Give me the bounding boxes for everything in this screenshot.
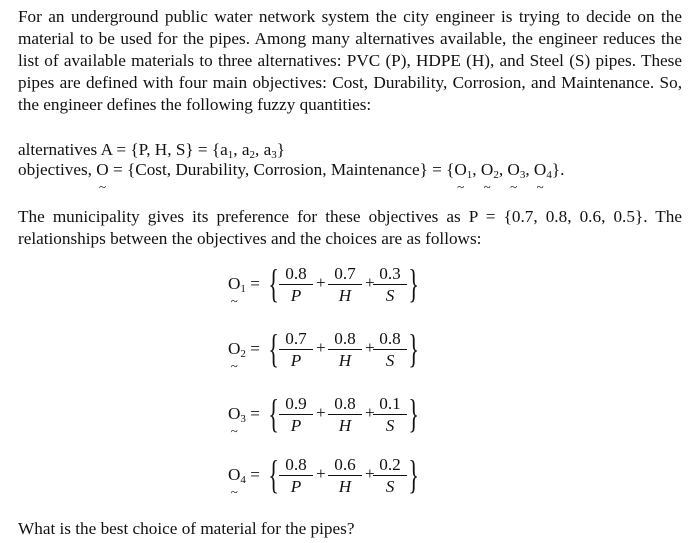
- alt-sub-1: 1: [227, 149, 234, 161]
- close-brace: }: [408, 391, 419, 436]
- membership-value: 0.9: [279, 394, 313, 415]
- obj-end: }.: [551, 160, 565, 179]
- open-brace: {: [268, 326, 279, 371]
- obj-sub-2: 2: [493, 169, 499, 181]
- obj-symbol-4: O ~: [534, 159, 546, 181]
- alternative-label: H: [338, 477, 352, 496]
- obj-symbol-3: O ~: [507, 159, 519, 181]
- membership-value: 0.8: [328, 394, 362, 415]
- obj-comma-1: ,: [472, 160, 481, 179]
- equation-subscript: 3: [240, 413, 246, 425]
- fraction-term: [279, 394, 313, 437]
- membership-value: 0.2: [373, 455, 407, 476]
- objectives-symbol: O ~: [96, 159, 108, 181]
- open-brace: {: [268, 261, 279, 306]
- obj-sub-1: 1: [466, 169, 473, 181]
- fraction-term: [373, 455, 407, 498]
- equation-subscript: 1: [240, 283, 246, 295]
- plus-sign: +: [365, 273, 375, 292]
- alt-sub-2: 2: [249, 149, 256, 161]
- membership-value: 0.7: [279, 329, 313, 350]
- equation-lhs: [228, 464, 260, 491]
- alternative-label: H: [338, 416, 352, 435]
- equation-symbol: O ~: [228, 338, 240, 360]
- equation-symbol: O ~: [228, 464, 240, 486]
- plus-sign: +: [365, 338, 375, 357]
- equation-symbol: O ~: [228, 273, 240, 295]
- question-text: What is the best choice of material for the pipes?: [18, 519, 355, 538]
- equals-sign: =: [245, 404, 260, 423]
- open-brace: {: [268, 452, 279, 497]
- equals-sign: =: [245, 274, 260, 293]
- equation-symbol: O ~: [228, 403, 240, 425]
- alt-sep-2: , a: [255, 140, 272, 159]
- fraction-term: [328, 264, 362, 307]
- obj-symbol-1: O ~: [454, 159, 466, 181]
- alternative-label: H: [338, 351, 352, 370]
- obj-sub-3: 3: [519, 169, 526, 181]
- membership-value: 0.8: [328, 329, 362, 350]
- alternative-label: P: [290, 416, 302, 435]
- alternative-label: P: [290, 286, 302, 305]
- plus-sign: +: [316, 464, 326, 483]
- alternative-label: H: [338, 286, 352, 305]
- fraction-term: [373, 264, 407, 307]
- equation-o1: [228, 262, 438, 310]
- intro-paragraph: For an underground public water network system the city engineer is trying to decide on the material to be used for the pipes. Among many alternatives available, the engineer reduces the list of available materials to three alternatives: PVC (P), HDPE (H), and Steel (S) pipes. These pipes are defined with four main objectives: Cost, Durability, Corrosion, and Maintenance. So, the engineer defines the following fuzzy quantities:: [18, 7, 682, 114]
- objectives-definition: [18, 159, 564, 186]
- plus-sign: +: [316, 403, 326, 422]
- membership-value: 0.8: [373, 329, 407, 350]
- fraction-term: [328, 394, 362, 437]
- equation-subscript: 4: [240, 474, 246, 486]
- objectives-label: objectives,: [18, 160, 97, 179]
- equation-o4: [228, 453, 438, 501]
- obj-comma-3: ,: [525, 160, 534, 179]
- alternative-label: P: [290, 477, 302, 496]
- membership-value: 0.8: [279, 264, 313, 285]
- equation-o3: [228, 392, 438, 440]
- alternative-label: S: [385, 416, 395, 435]
- membership-value: 0.7: [328, 264, 362, 285]
- plus-sign: +: [365, 464, 375, 483]
- equals-sign: =: [245, 339, 260, 358]
- alt-sub-3: 3: [271, 149, 277, 161]
- equation-o2: [228, 327, 438, 375]
- equation-lhs: [228, 338, 260, 365]
- obj-comma-2: ,: [498, 160, 508, 179]
- equation-lhs: [228, 273, 260, 300]
- close-brace: }: [408, 326, 419, 371]
- obj-symbol-2: O ~: [481, 159, 493, 181]
- membership-value: 0.6: [328, 455, 362, 476]
- fraction-term: [279, 455, 313, 498]
- alternative-label: P: [290, 351, 302, 370]
- fraction-term: [373, 394, 407, 437]
- alternative-label: S: [385, 351, 395, 370]
- fraction-term: [328, 455, 362, 498]
- fraction-term: [279, 264, 313, 307]
- equation-subscript: 2: [240, 348, 246, 360]
- alternatives-label: alternatives A = {P, H, S} = {a: [18, 140, 228, 159]
- open-brace: {: [268, 391, 279, 436]
- plus-sign: +: [316, 338, 326, 357]
- alternative-label: S: [385, 286, 395, 305]
- membership-value: 0.1: [373, 394, 407, 415]
- alternative-label: S: [385, 477, 395, 496]
- plus-sign: +: [365, 403, 375, 422]
- alt-end: }: [276, 140, 286, 159]
- obj-sub-4: 4: [546, 169, 552, 181]
- fraction-term: [279, 329, 313, 372]
- equation-lhs: [228, 403, 260, 430]
- membership-value: 0.8: [279, 455, 313, 476]
- objectives-list: = {Cost, Durability, Corrosion, Maintenance} = {: [108, 160, 455, 179]
- close-brace: }: [408, 261, 419, 306]
- plus-sign: +: [316, 273, 326, 292]
- fraction-term: [328, 329, 362, 372]
- close-brace: }: [408, 452, 419, 497]
- preference-paragraph: The municipality gives its preference for these objectives as P = {0.7, 0.8, 0.6, 0.5}. The relationships between the objectives and the choices are as follows:: [18, 207, 682, 248]
- alt-sep-1: , a: [233, 140, 250, 159]
- fraction-term: [373, 329, 407, 372]
- equals-sign: =: [245, 465, 260, 484]
- membership-value: 0.3: [373, 264, 407, 285]
